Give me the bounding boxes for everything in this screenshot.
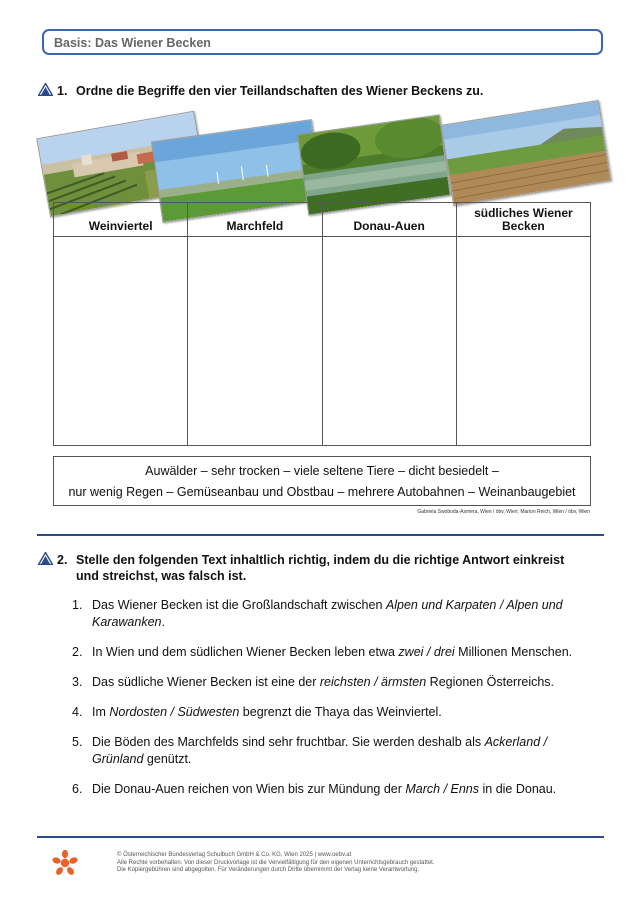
answer-choices[interactable]: March / Enns (405, 782, 480, 796)
task2-instruction-line2: und streichst, was falsch ist. (76, 569, 247, 583)
statement-number: 4. (72, 705, 83, 719)
task1-number: 1. (57, 84, 68, 98)
assignment-table (53, 202, 591, 446)
answer-choices[interactable]: Ackerland / Grünland (92, 735, 548, 766)
answer-choices[interactable]: Nordosten / Südwesten (109, 705, 240, 719)
task2-heading (57, 553, 617, 585)
worksheet-title-box (42, 29, 603, 55)
task2-number: 2. (57, 553, 68, 567)
answer-choices[interactable]: reichsten / ärmsten (319, 675, 427, 689)
photo-suedliches-wiener-becken (441, 100, 612, 206)
statement-number: 3. (72, 675, 83, 689)
task2-instruction-line1: Stelle den folgenden Text inhaltlich richtig, indem du die richtige Antwort einkreist (76, 553, 565, 567)
answer-cell-marchfeld[interactable] (188, 237, 322, 446)
answer-cell-donau-auen[interactable] (322, 237, 456, 446)
task-level-icon (38, 83, 53, 96)
worksheet-title: Basis: Das Wiener Becken (54, 36, 211, 50)
statement-number: 1. (72, 598, 83, 612)
statement-number: 5. (72, 735, 83, 749)
statement-text: Die Böden des Marchfelds sind sehr fruchtbar. Sie werden deshalb als Ackerland / Grünland genützt. (92, 735, 548, 766)
column-header-marchfeld: Marchfeld (188, 203, 322, 237)
photo-credit: Gabriela Swoboda-Asmera, Wien / öbv, Wien; Marion Reich, Wien / öbv, Wien (417, 509, 590, 515)
section-divider (37, 534, 604, 536)
answer-choices[interactable]: zwei / drei (398, 645, 455, 659)
statement-text: Das Wiener Becken ist die Großlandschaft zwischen Alpen und Karpaten / Alpen und Karawanken. (92, 598, 563, 629)
answer-choices[interactable]: Alpen und Karpaten / Alpen und Karawanken (92, 598, 563, 629)
statement-text: Das südliche Wiener Becken ist eine der reichsten / ärmsten Regionen Österreichs. (92, 675, 555, 689)
statement-number: 2. (72, 645, 83, 659)
footer-line: Alle Rechte vorbehalten. Von dieser Druckvorlage ist die Vervielfältigung für den eigenen Unterrichtsgebrauch gestattet. (117, 859, 435, 866)
footer-line: Die Kopiergebühren sind abgegolten. Für Veränderungen durch Dritte übernimmt der Verlag keine Verantwortung. (117, 867, 420, 873)
statement-text: Die Donau-Auen reichen von Wien bis zur Mündung der March / Enns in die Donau. (92, 782, 557, 796)
statement-text: Im Nordosten / Südwesten begrenzt die Thaya das Weinviertel. (92, 705, 442, 719)
column-header-weinviertel: Weinviertel (54, 203, 188, 237)
word-bank-line: nur wenig Regen – Gemüseanbau und Obstbau – mehrere Autobahnen – Weinanbaugebiet (68, 485, 576, 499)
footer-copyright (117, 852, 435, 875)
word-bank (53, 456, 591, 506)
photo-donau-auen (297, 114, 451, 215)
answer-cell-weinviertel[interactable] (54, 237, 188, 446)
column-header-donau-auen: Donau-Auen (322, 203, 456, 237)
task-level-icon (38, 552, 53, 565)
column-header-suedliches-wiener-becken: südliches Wiener Becken (456, 203, 590, 237)
publisher-logo-icon (52, 850, 78, 876)
statement-number: 6. (72, 782, 83, 796)
task1-instruction: Ordne die Begriffe den vier Teillandschaften des Wiener Beckens zu. (76, 84, 484, 98)
footer-line: © Österreichischer Bundesverlag Schulbuch GmbH & Co. KG, Wien 2025 | www.oebv.at (117, 852, 352, 858)
footer-divider (37, 836, 604, 838)
answer-cell-suedliches-wiener-becken[interactable] (456, 237, 590, 446)
word-bank-line: Auwälder – sehr trocken – viele seltene Tiere – dicht besiedelt – (145, 464, 499, 478)
statement-text: In Wien und dem südlichen Wiener Becken leben etwa zwei / drei Millionen Menschen. (92, 645, 573, 659)
